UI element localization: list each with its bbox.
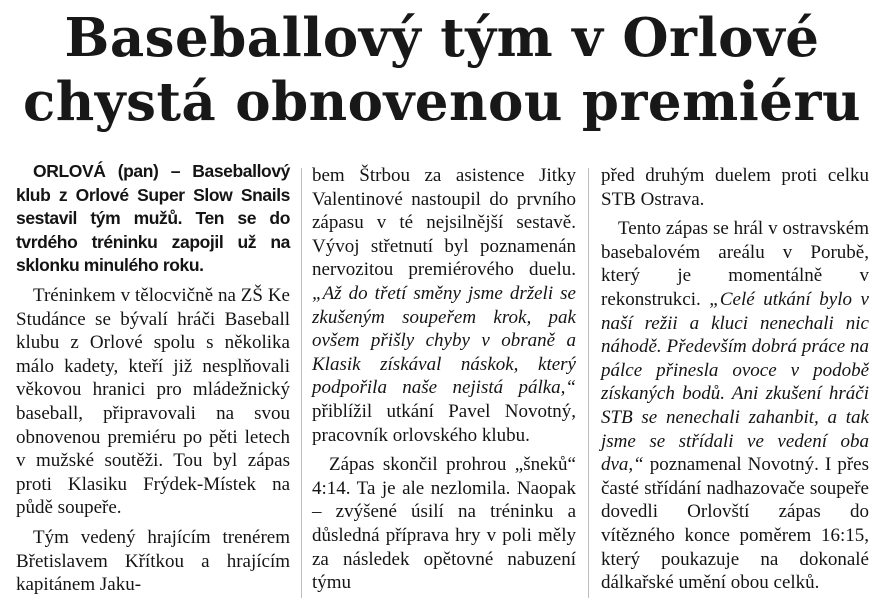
article-lead: ORLOVÁ (pan) – Baseballový klub z Orlové Super Slow Snails sestavil tým mužů. Ten se do tvrdého tréninku zapojil už na sklonku minulého roku. [16,161,290,276]
article-text: poznamenal Novotný. I přes časté střídání nadhazovače soupeře dovedli Orlovští zápas do vítězného konce poměrem 16:15, který poukazuje na dokonalé dálkařské umění obou celků. [601,454,869,594]
article-paragraph [601,217,869,595]
article-text: Tento zápas se hrál v ostravském basebalovém areálu v Porubě, který je momentálně v rekonstrukci. [601,218,869,310]
headline-line-1: Baseballový tým v Orlové [64,7,820,69]
article-quote: „Celé utkání bylo v naší režii a kluci nenechali nic náhodě. Především dobrá práce na pálce přinesla ovoce v podobě získaných bodů. Ani zkušení hráči STB se nenechali zahanbit, a tak jsme se střídali ve vedení oba dva,“ [601,288,869,476]
article-column-2 [312,164,576,595]
column-divider-2 [588,168,589,598]
article-paragraph [312,164,576,447]
article-column-3 [601,164,869,595]
article-paragraph: před druhým duelem proti celku STB Ostrava. [601,165,869,210]
headline [0,6,884,134]
article-column-1 [16,160,290,597]
article-quote: „Až do třetí směny jsme drželi se zkušeným soupeřem krok, pak ovšem přišly chyby v obraně a Klasik získával náskok, který podpořila naše nejistá pálka,“ [312,282,576,399]
article-text: bem Štrbou za asistence Jitky Valentinové nastoupil do prvního zápasu v té nejsilnější sestavě. Vývoj střetnutí byl poznamenán nervozitou premiérového duelu. [312,165,576,281]
headline-line-2: chystá obnovenou premiéru [23,71,861,133]
article-text: přiblížil utkání Pavel Novotný, pracovník orlovského klubu. [312,400,576,446]
article-paragraph: Tým vedený hrajícím trenérem Břetislavem Křítkou a hrajícím kapitánem Jaku- [16,526,290,596]
column-divider-1 [301,168,302,598]
article-paragraph: Zápas skončil prohrou „šneků“ 4:14. Ta je ale nezlomila. Naopak – zvýšené úsilí na tréninku a důsledná příprava hry v poli měly za následek opětovné nabuzení týmu [312,454,576,594]
article-paragraph: Tréninkem v tělocvičně na ZŠ Ke Studánce se bývalí hráči Baseball klubu z Orlové spolu s několika málo kadety, kteří již nesplňovali věkovou hranici pro mládežnický baseball, připravovali na svou obnovenou premiéru po pěti letech v mužské soutěži. Tou byl zápas proti Klasiku Frýdek-Místek na půdě soupeře. [16,284,290,519]
